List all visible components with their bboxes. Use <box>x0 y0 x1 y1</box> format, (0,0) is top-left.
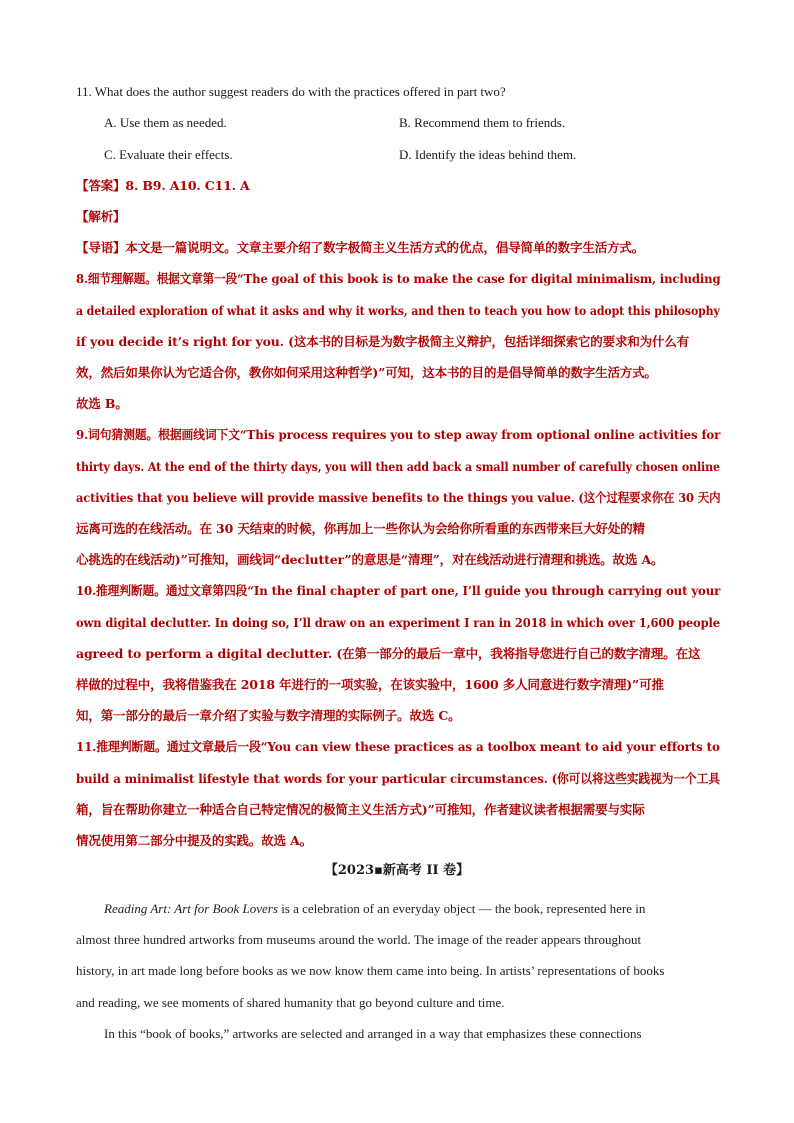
passage-line: almost three hundred artworks from museums around the world. The image of the reader appears throughout <box>76 932 642 947</box>
explanation-line: build a minimalist lifestyle that words for your particular circumstances. (你可以将这些实践视为一个工具 <box>76 771 720 786</box>
explanation-line: 10.推理判断题。通过文章第四段“In the final chapter of part one, I’ll guide you through carrying out your <box>76 583 721 598</box>
passage-text: is a celebration of an everyday object — the book, represented here in <box>277 901 646 916</box>
explanation-line: 箱，旨在帮助你建立一种适合自己特定情况的极简主义生活方式)”可推知，作者建议读者根据需要与实际 <box>76 802 645 817</box>
option-c: C. Evaluate their effects. <box>104 147 233 162</box>
explanation-line: 【导语】本文是一篇说明文。文章主要介绍了数字极简主义生活方式的优点，倡导简单的数字生活方式。 <box>76 240 645 255</box>
explanation-line: own digital declutter. In doing so, I’ll draw on an experiment I ran in 2018 in which over 1,600 people <box>76 615 720 630</box>
book-title: Reading Art: Art for Book Lovers <box>104 901 278 916</box>
section-heading: 【2023▪新高考 II 卷】 <box>324 863 470 878</box>
passage-line: In this “book of books,” artworks are selected and arranged in a way that emphasizes these connections <box>104 1026 642 1041</box>
explanation-line: if you decide it’s right for you. (这本书的目标是为数字极简主义辩护，包括详细探索它的要求和为什么有 <box>76 334 690 349</box>
explanation-line: 11.推理判断题。通过文章最后一段“You can view these practices as a toolbox meant to aid your efforts to <box>76 739 720 754</box>
passage-line <box>104 900 645 918</box>
explanation-line: thirty days. At the end of the thirty days, you will then add back a small number of carefully chosen online <box>76 459 720 474</box>
option-a: A. Use them as needed. <box>104 115 227 130</box>
explanation-line: 远离可选的在线活动。在 30 天结束的时候，你再加上一些你认为会给你所看重的东西带来巨大好处的精 <box>76 521 645 536</box>
explanation-line: 心挑选的在线活动)”可推知，画线词“declutter”的意思是“清理”，对在线活动进行清理和挑选。故选 A。 <box>76 552 664 567</box>
passage-line: history, in art made long before books as we now know them came into being. In artists’ representations of books <box>76 963 665 978</box>
answer-key: 【答案】8. B9. A10. C11. A <box>76 178 250 193</box>
explanation-line: 效，然后如果你认为它适合你，教你如何采用这种哲学)”可知，这本书的目的是倡导简单的数字生活方式。 <box>76 365 657 380</box>
explanation-line: 9.词句猜测题。根据画线词下文“This process requires you to step away from optional online activities for <box>76 427 721 442</box>
explanation-line: agreed to perform a digital declutter. (在第一部分的最后一章中，我将指导您进行自己的数字清理。在这 <box>76 646 701 661</box>
option-b: B. Recommend them to friends. <box>399 115 566 130</box>
explanation-line: 知，第一部分的最后一章介绍了实验与数字清理的实际例子。故选 C。 <box>76 708 461 723</box>
analysis-label: 【解析】 <box>76 209 126 224</box>
option-d: D. Identify the ideas behind them. <box>399 147 577 162</box>
explanation-line: 8.细节理解题。根据文章第一段“The goal of this book is to make the case for digital minimalism, including <box>76 271 721 286</box>
explanation-line: a detailed exploration of what it asks and why it works, and then to teach you how to adopt this philosophy <box>76 303 720 318</box>
question-stem: 11. What does the author suggest readers do with the practices offered in part two? <box>76 84 506 99</box>
explanation-line: 样做的过程中，我将借鉴我在 2018 年进行的一项实验，在该实验中，1600 多人同意进行数字清理)”可推 <box>76 677 664 692</box>
explanation-line: 故选 B。 <box>76 396 128 411</box>
explanation-line: activities that you believe will provide massive benefits to the things you value. (这个过程要求你在 30 天内 <box>76 490 721 505</box>
explanation-line: 情况使用第二部分中提及的实践。故选 A。 <box>76 833 313 848</box>
passage-line: and reading, we see moments of shared humanity that go beyond culture and time. <box>76 995 505 1010</box>
